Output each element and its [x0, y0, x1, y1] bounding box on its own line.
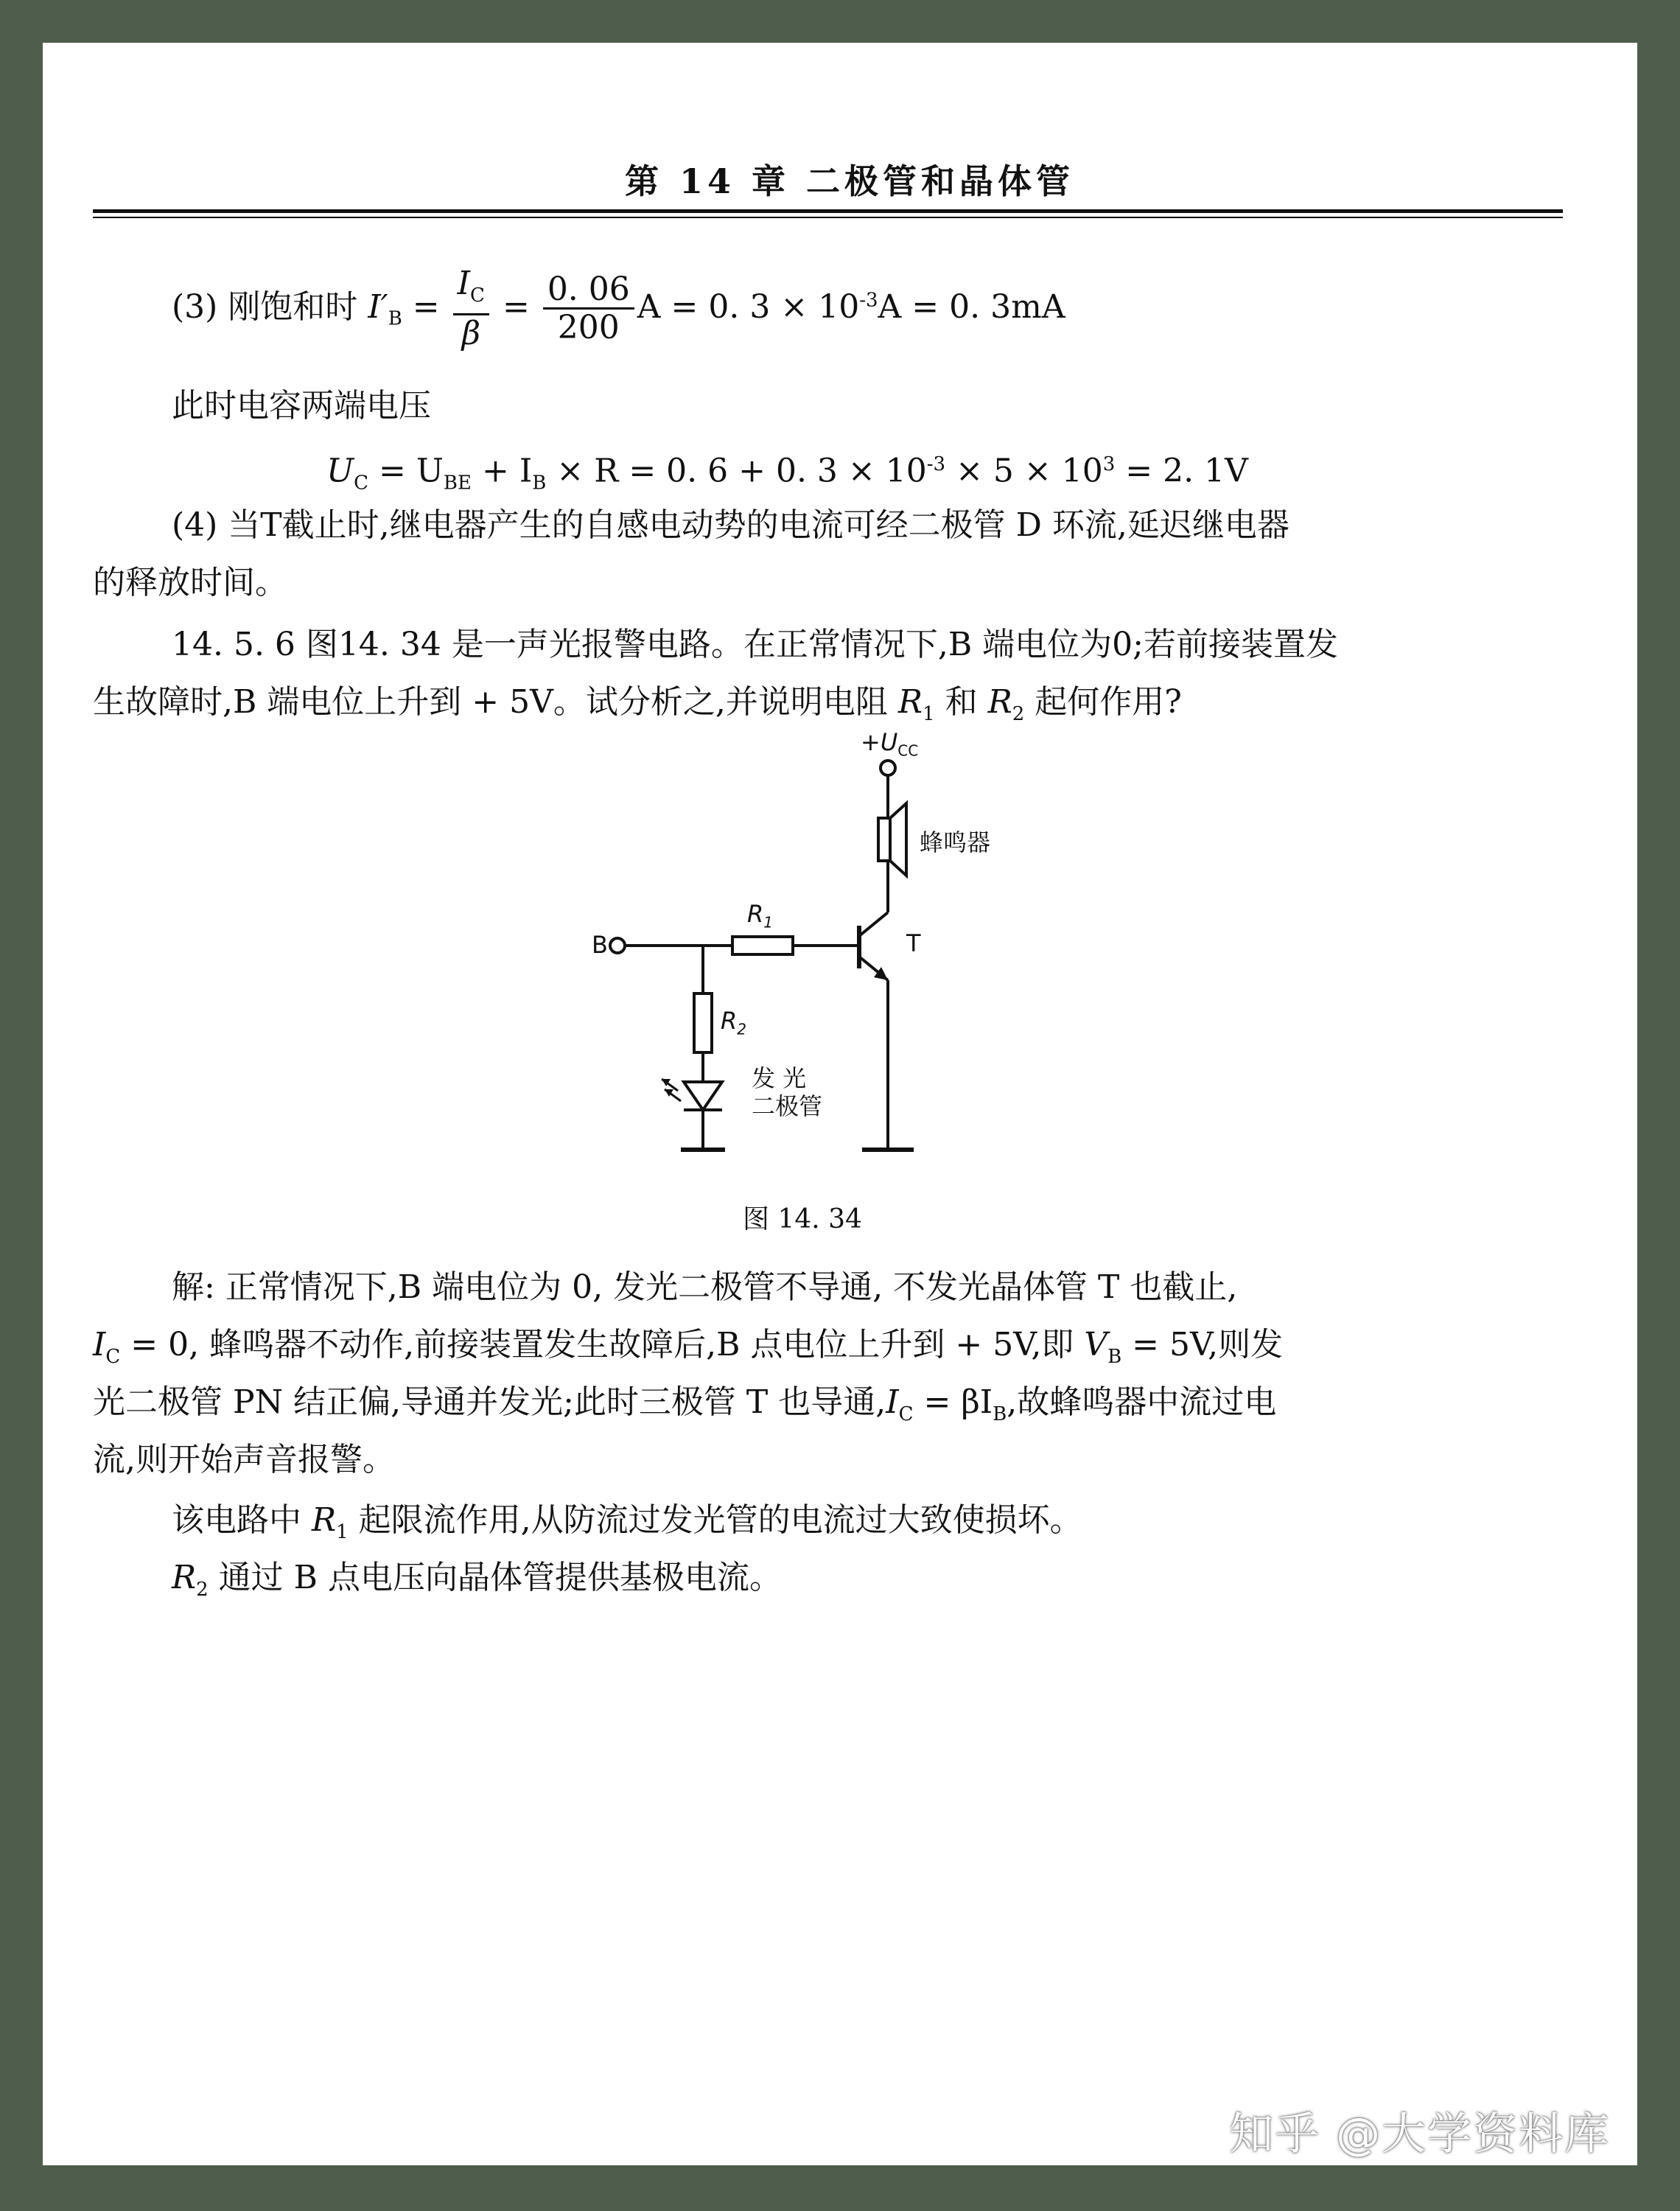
r2-function-line: [172, 1558, 782, 1610]
question-text-end: 起何作用?: [1024, 683, 1182, 721]
led-label-line-2: 二极管: [752, 1092, 823, 1120]
solution-line-1: 解: 正常情况下,B 端电位为 0, 发光二极管不导通, 不发光晶体管 T 也截止,: [172, 1268, 1238, 1306]
r2-subscript: 2: [1012, 702, 1025, 725]
exponent: -3: [926, 453, 946, 475]
ic-symbol: I: [886, 1383, 899, 1421]
r1-symbol: R: [312, 1501, 337, 1539]
solution-line-3: [93, 1383, 1276, 1434]
uc-symbol: U: [326, 452, 354, 490]
numeric-term-2: × 5 × 10: [945, 452, 1103, 490]
r1-symbol: R: [897, 683, 923, 721]
document-page: [43, 43, 1637, 2165]
figure-caption: 图 14. 34: [743, 1204, 862, 1234]
r1-subscript: 1: [763, 913, 773, 932]
supply-label: [861, 728, 918, 759]
item-4-line-1: (4) 当T截止时,继电器产生的自感电动势的电流可经二极管 D 环流,延迟继电器: [172, 506, 1289, 544]
capacitor-voltage-intro: 此时电容两端电压: [172, 387, 431, 425]
r2-symbol: R: [987, 683, 1012, 721]
result-text: = 2. 1V: [1115, 452, 1248, 490]
result-text-2: A = 0. 3mA: [878, 287, 1065, 326]
buzzer-label: 蜂鸣器: [920, 828, 991, 856]
r2-symbol: R: [172, 1559, 197, 1596]
ube-term: = U: [368, 452, 444, 490]
buzzer-body: [878, 818, 890, 861]
question-text-and: 和: [934, 683, 988, 721]
ib-subscript: B: [993, 1403, 1007, 1425]
supply-subscript: CC: [897, 741, 919, 760]
fraction-denominator: 200: [557, 308, 620, 346]
supply-symbol: +U: [861, 728, 898, 756]
beta-symbol: β: [461, 314, 481, 352]
fraction-numerator: 0. 06: [543, 272, 634, 310]
ib-symbol: I′: [368, 287, 388, 326]
ube-subscript: BE: [443, 472, 472, 495]
r2-label: [721, 1007, 746, 1038]
ic-symbol: I: [457, 265, 471, 302]
r2-text-end: 通过 B 点电压向晶体管提供基极电流。: [208, 1559, 782, 1596]
question-text: 生故障时,B 端电位上升到 + 5V。试分析之,并说明电阻: [93, 683, 898, 721]
equals: =: [412, 287, 450, 326]
resistor-r2: [694, 993, 712, 1052]
ib-subscript: B: [388, 307, 402, 330]
r2-symbol: R: [721, 1007, 738, 1035]
ic-subscript: C: [105, 1345, 121, 1368]
supply-terminal: [881, 761, 895, 775]
ib-subscript: B: [532, 472, 547, 495]
r1-symbol: R: [747, 900, 764, 928]
solution-text-end: = 5V,则发: [1121, 1326, 1284, 1363]
r1-subscript: 1: [923, 702, 935, 725]
alarm-circuit-diagram: [43, 43, 1637, 2165]
solution-text: 光二极管 PN 结正偏,导通并发光;此时三极管 T 也导通,: [93, 1383, 886, 1421]
resistor-r1: [732, 937, 793, 954]
node-b-terminal: [610, 938, 625, 953]
node-b-label: B: [592, 931, 608, 959]
r1-text-start: 该电路中: [172, 1501, 312, 1539]
uc-subscript: C: [354, 472, 368, 495]
ic-subscript: C: [898, 1403, 914, 1425]
buzzer-cone: [890, 803, 906, 876]
item-4-line-2: 的释放时间。: [93, 564, 287, 601]
r2-subscript: 2: [737, 1020, 746, 1038]
result-text: A = 0. 3 × 10: [637, 287, 860, 326]
equals: =: [502, 287, 540, 326]
r1-text-end: 起限流作用,从防流过发光管的电流过大致使损坏。: [348, 1501, 1082, 1539]
led-symbol: [684, 1082, 722, 1110]
led-label-line-1: 发 光: [752, 1064, 807, 1092]
beta-ib-term: = βI: [913, 1383, 993, 1421]
r1-function-line: [172, 1501, 1082, 1552]
ic-symbol: I: [93, 1326, 106, 1363]
solution-text: = 0, 蜂鸣器不动作,前接装置发生故障后,B 点电位上升到 + 5V,即: [120, 1326, 1085, 1363]
exponent-2: 3: [1102, 453, 1116, 475]
collector-lead: [859, 912, 888, 936]
r1-subscript: 1: [336, 1520, 349, 1543]
ic-subscript: C: [470, 284, 485, 307]
solution-text-end: ,故蜂鸣器中流过电: [1007, 1383, 1277, 1421]
item-label: (3) 刚饱和时: [172, 287, 358, 326]
transistor-label: T: [906, 929, 921, 957]
numeric-term: × R = 0. 6 + 0. 3 × 10: [546, 452, 927, 490]
solution-line-2: [93, 1325, 1283, 1377]
question-line-1: 14. 5. 6 图14. 34 是一声光报警电路。在正常情况下,B 端电位为0;若前接装置发: [172, 626, 1338, 663]
r1-label: [747, 900, 773, 931]
chapter-header: 第 14 章 二极管和晶体管: [625, 161, 1075, 201]
vb-subscript: B: [1107, 1345, 1122, 1368]
r2-subscript: 2: [196, 1578, 209, 1601]
zhihu-watermark: 知乎 @大学资料库: [1229, 2109, 1611, 2160]
vb-symbol: V: [1084, 1326, 1108, 1363]
ib-term: + I: [472, 452, 533, 490]
solution-line-4: 流,则开始声音报警。: [93, 1441, 395, 1478]
exponent: -3: [859, 289, 878, 312]
